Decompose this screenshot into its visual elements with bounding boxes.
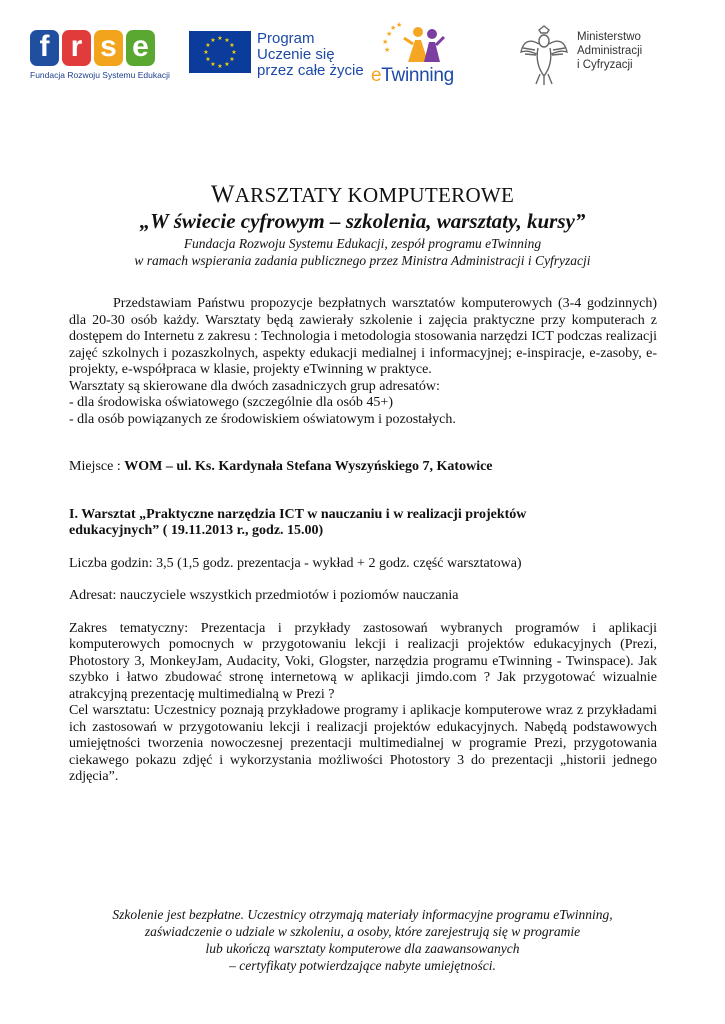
ministry-line2: Administracji <box>577 45 643 57</box>
frse-logo <box>30 30 170 90</box>
svg-text:★: ★ <box>205 56 211 63</box>
workshop-goal: Cel warsztatu: Uczestnicy poznają przykładowe programy i aplikacje komputerowe wraz z przykładami ich zastosowań w przygotowaniu lekcji i realizacji projektów edukacyjnych. Nabędą podstawowych umiejętności tworzenia nowoczesnej prezentacji multimedialnej w programie Prezi, przygotowania ciekawego pokazu zdjęć i wykorzystania możliwości Photostory 3 do prezentacji „historii jednego zdjęcia”. <box>69 703 657 784</box>
svg-text:★: ★ <box>224 61 230 68</box>
intro-paragraph: Przedstawiam Państwu propozycje bezpłatnych warsztatów komputerowych (3-4 godzinnych) dla 20-30 osób każdy. Warsztaty będą zawierały szkolenie i zajęcia praktyczne przy komputerach z dostępem do Internetu z zakresu : Technologia i metodologia stosowania narzędzi ICT podczas realizacji zajęć szkolnych i pozaszkolnych, aspekty edukacji medialnej i informacyjnej; e-inspiracje, e-zasoby, e-projekty, e-współpraca w klasie, projekty eTwinning w praktyce. <box>69 296 657 377</box>
frse-letters <box>30 30 170 66</box>
eu-line1: Program <box>257 30 315 47</box>
location-line <box>69 459 657 476</box>
eagle-emblem-icon <box>519 24 569 86</box>
ministry-line3: i Cyfryzacji <box>577 59 633 71</box>
svg-text:★: ★ <box>229 56 235 63</box>
etwinning-prefix: e <box>371 65 382 86</box>
svg-text:★: ★ <box>205 42 211 49</box>
svg-text:★: ★ <box>384 46 391 54</box>
title-initial: W <box>210 181 235 208</box>
workshop-scope: Zakres tematyczny: Prezentacja i przykłady zastosowań wybranych programów i aplikacji komputerowych pomocnych w przygotowaniu lekcji i realizacji projektów edukacyjnych (Prezi, Photostory 3, MonkeyJam, Audacity, Voki, Glogster, narzędzia programu eTwinning - Twinspace). Jak szybko i łatwo zbudować stronę internetową w aplikacji jimdo.com ? Jak przygotować wizualnie atrakcyjną prezentację multimedialną w Prezi ? <box>69 620 657 702</box>
workshop-title-line2: edukacyjnych” ( 19.11.2013 r., godz. 15.00) <box>69 523 324 538</box>
organizer-line: Fundacja Rozwoju Systemu Edukacji, zespół programu eTwinning <box>183 236 542 251</box>
etwinning-figures-icon <box>368 22 470 66</box>
eu-line3: przez całe życie <box>257 62 364 79</box>
eu-program-logo <box>189 31 371 87</box>
svg-text:★: ★ <box>217 63 223 70</box>
document-title <box>0 182 725 208</box>
footer-line3: lub ukończą warsztaty komputerowe dla zaawansowanych <box>205 941 520 956</box>
etwinning-name: Twinning <box>381 65 454 86</box>
location-value: WOM – ul. Ks. Kardynała Stefana Wyszyńskiego 7, Katowice <box>124 459 493 474</box>
title-rest: ARSZTATY KOMPUTEROWE <box>234 183 515 207</box>
svg-text:★: ★ <box>382 38 389 46</box>
frse-letter-e: e <box>126 30 155 66</box>
etwinning-wordmark <box>371 65 454 87</box>
ministry-text <box>577 30 642 72</box>
svg-text:★: ★ <box>231 49 237 56</box>
svg-text:★: ★ <box>210 61 216 68</box>
svg-text:★: ★ <box>210 37 216 44</box>
frse-letter-f: f <box>30 30 59 66</box>
group-item-2: - dla osób powiązanych ze środowiskiem oświatowym i pozostałych. <box>69 411 456 427</box>
groups-lead: Warsztaty są skierowane dla dwóch zasadniczych grup adresatów: <box>69 378 440 394</box>
document-subtitle: „W świecie cyfrowym – szkolenia, warsztaty, kursy” <box>139 209 586 233</box>
eu-line2: Uczenie się <box>257 46 335 63</box>
document-footer <box>0 906 725 974</box>
eu-flag-icon <box>189 31 251 73</box>
svg-text:★: ★ <box>396 22 403 29</box>
footer-line4: – certyfikaty potwierdzające nabyte umiejętności. <box>229 958 496 973</box>
eu-program-text <box>257 31 364 79</box>
document-heading <box>0 182 725 269</box>
svg-text:★: ★ <box>224 37 230 44</box>
footer-line1: Szkolenie jest bezpłatne. Uczestnicy otrzymają materiały informacyjne programu eTwinning, <box>112 907 613 922</box>
group-item-1: - dla środowiska oświatowego (szczególnie dla osób 45+) <box>69 395 393 410</box>
logo-strip <box>0 22 725 92</box>
funding-line: w ramach wspierania zadania publicznego przez Ministra Administracji i Cyfryzacji <box>134 253 591 268</box>
etwinning-logo <box>368 22 470 90</box>
svg-text:★: ★ <box>390 24 397 32</box>
svg-text:★: ★ <box>229 42 235 49</box>
frse-letter-s: s <box>94 30 123 66</box>
svg-text:★: ★ <box>203 49 209 56</box>
workshop-audience: Adresat: nauczyciele wszystkich przedmiotów i poziomów nauczania <box>69 588 459 603</box>
frse-letter-r: r <box>62 30 91 66</box>
document-body <box>69 296 657 786</box>
workshop-title-line1: I. Warsztat „Praktyczne narzędzia ICT w nauczaniu i w realizacji projektów <box>69 506 527 522</box>
workshop-hours: Liczba godzin: 3,5 (1,5 godz. prezentacja - wykład + 2 godz. część warsztatowa) <box>69 555 522 571</box>
location-label: Miejsce : <box>69 459 125 474</box>
footer-line2: zaświadczenie o udziale w szkoleniu, a osoby, które zarejestrują się w programie <box>144 924 581 939</box>
ministry-logo <box>519 24 699 90</box>
svg-text:★: ★ <box>386 30 393 38</box>
svg-text:★: ★ <box>217 35 223 42</box>
ministry-line1: Ministerstwo <box>577 31 641 43</box>
frse-caption: Fundacja Rozwoju Systemu Edukacji <box>30 70 170 80</box>
